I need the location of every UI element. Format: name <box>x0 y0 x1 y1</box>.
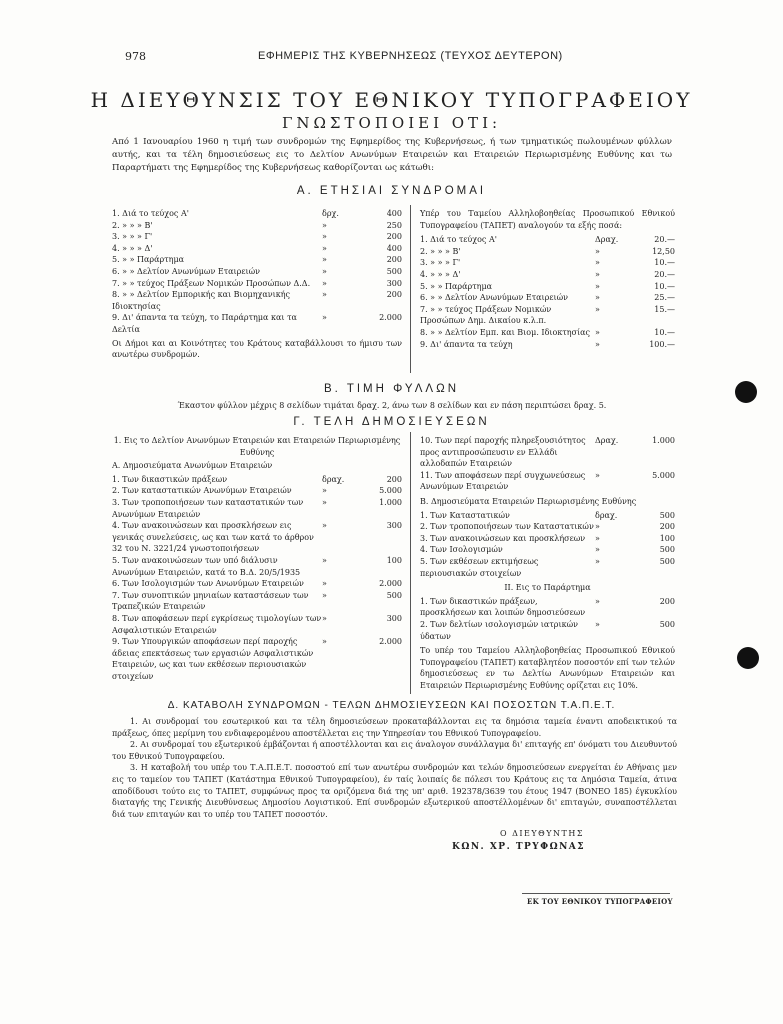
fee-label: 7. » » τεύχος Πράξεων Νομικών Προσώπων Δ.Δ. <box>112 278 311 288</box>
fee-value: 300 <box>386 521 402 531</box>
fee-value: 20.— <box>654 269 675 279</box>
fee-currency: » <box>595 269 600 279</box>
fee-label: 9. Των Υπουργικών αποφάσεων περί παροχής άδειας επεκτάσεως των εργασιών Ασφαλιστικών Εταιρειών, ως και των εκθέσεων περιουσιακών στοιχείων <box>112 637 314 681</box>
fee-row <box>112 474 402 486</box>
fee-currency: » <box>595 533 600 543</box>
fee-currency: » <box>322 220 327 230</box>
section-a-note: Οι Δήμοι και αι Κοινότητες του Κράτους καταβάλλουσι το ήμισυ των ανωτέρω συνδρομών. <box>112 338 402 360</box>
fee-currency: » <box>595 281 600 291</box>
fee-label: 8. » » Δελτίον Εμπορικής και Βιομηχανικής Ιδιοκτησίας <box>112 290 291 311</box>
running-title: ΕΦΗΜΕΡΙΣ ΤΗΣ ΚΥΒΕΡΝΗΣΕΩΣ (ΤΕΥΧΟΣ ΔΕΥΤΕΡΟΝ) <box>258 50 563 62</box>
fee-value: 25.— <box>654 293 675 303</box>
fee-row <box>112 312 402 335</box>
fee-label: 3. Των ανακοινώσεων και προσκλήσεων <box>420 533 586 543</box>
section-a-heading: Α. ΕΤΗΣΙΑΙ ΣΥΝΔΡΟΜΑΙ <box>296 185 487 197</box>
fee-value: 20.— <box>654 235 675 245</box>
fee-label: 6. Των Ισολογισμών των Ανωνύμων Εταιρειών <box>112 579 304 589</box>
fee-label: 3. » » » Γ' <box>420 258 461 268</box>
fee-label: 1. Διά το τεύχος Α' <box>112 209 189 218</box>
fee-label: 5. Των ανακοινώσεων των υπό διάλυσιν Ανωνύμων Εταιρειών, κατά το Β.Δ. 20/5/1935 <box>112 555 301 577</box>
fee-value: 12,50 <box>652 246 675 256</box>
fee-row <box>112 520 402 555</box>
fee-label: 1. Διά το τεύχος Α' <box>420 235 497 245</box>
fee-value: 400 <box>386 209 402 218</box>
fee-row <box>112 578 402 590</box>
fee-currency: » <box>322 290 327 300</box>
fee-currency: δραχ. <box>322 474 345 484</box>
page-number: 978 <box>125 50 146 63</box>
fee-row <box>420 304 675 327</box>
section-c-left-subheading: Α. Δημοσιεύματα Ανωνύμων Εταιρειών <box>112 461 273 471</box>
fee-row <box>420 257 675 269</box>
intro-paragraph: Από 1 Ιανουαρίου 1960 η τιμή των συνδρομών της Εφημερίδος της Κυβερνήσεως, ή των τμηματικώς πωλουμένων φύλλων αυτής, και τα τέλη δημοσιεύσεως εις το Δελτίον Ανωνύμων Εταιρειών και Εταιρειών Περιωρισμένης Ευθύνης και τω Παραρτήματι της Εφημερίδος της Κυβερνήσεως καθορίζονται ως κάτωθι: <box>112 137 672 173</box>
fee-value: 200 <box>659 522 675 532</box>
fee-value: 500 <box>386 266 402 276</box>
fee-row <box>112 613 402 636</box>
fee-currency: » <box>322 555 327 565</box>
fee-label: 6. » » Δελτίον Ανωνύμων Εταιρειών <box>112 266 261 276</box>
fee-row <box>420 544 675 556</box>
fee-value: 2.000 <box>379 637 402 647</box>
fee-row <box>112 208 402 220</box>
fee-currency: » <box>322 613 327 623</box>
fee-label: 2. Των καταστατικών Ανωνύμων Εταιρειών <box>112 486 292 496</box>
fee-value: 200 <box>659 596 675 606</box>
fee-value: 2.000 <box>379 579 402 589</box>
section-c-left <box>112 435 402 682</box>
fee-row <box>420 246 675 258</box>
fee-label: 9. Δι' άπαντα τα τεύχη, το Παράρτημα και τα Δελτία <box>112 313 297 334</box>
fee-row <box>420 596 675 619</box>
fee-value: 1.000 <box>652 436 675 445</box>
fee-currency: Δραχ. <box>595 436 619 445</box>
fee-label: 4. Των ανακοινώσεων και προσκλήσεων εις γενικάς συνελεύσεις, ως και των κατά το άρθρον 32 του Ν. 3221/24 γνωστοποιήσεων <box>112 521 314 554</box>
fee-currency: » <box>595 327 600 337</box>
fee-value: 100 <box>386 555 402 565</box>
fee-value: 200 <box>386 474 402 484</box>
binding-hole-mark <box>737 647 759 669</box>
fee-label: 8. Των αποφάσεων περί εγκρίσεως τιμολογίων των Ασφαλιστικών Εταιρειών <box>112 613 322 635</box>
fee-currency: » <box>595 596 600 606</box>
section-d-heading: Δ. ΚΑΤΑΒΟΛΗ ΣΥΝΔΡΟΜΩΝ - ΤΕΛΩΝ ΔΗΜΟΣΙΕΥΣΕΩΝ ΚΑΙ ΠΟΣΟΣΤΩΝ Τ.Α.Π.Ε.Τ. <box>167 700 616 711</box>
section-c-heading: Γ. ΤΕΛΗ ΔΗΜΟΣΙΕΥΣΕΩΝ <box>293 416 490 428</box>
fee-currency: » <box>322 243 327 253</box>
fee-value: 15.— <box>654 304 675 314</box>
fee-value: 400 <box>386 243 402 253</box>
fee-label: 5. Των εκθέσεων εκτιμήσεως περιουσιακών στοιχείων <box>420 556 539 578</box>
fee-value: 10.— <box>654 281 675 291</box>
fee-value: 200 <box>386 232 402 242</box>
fee-label: 7. Των συνοπτικών μηνιαίων καταστάσεων των Τραπεζικών Εταιρειών <box>112 590 309 612</box>
fee-row <box>420 521 675 533</box>
section-a-left <box>112 208 402 361</box>
fee-row <box>112 254 402 266</box>
fee-row <box>112 243 402 255</box>
footer-rule <box>522 893 670 894</box>
fee-row <box>420 435 675 470</box>
fee-label: 7. » » τεύχος Πράξεων Νομικών Προσώπων Δημ. Δικαίου κ.λ.π. <box>420 304 552 326</box>
fee-row <box>420 510 675 522</box>
fee-label: 4. Των Ισολογισμών <box>420 545 503 555</box>
fee-label: 9. Δι' άπαντα τα τεύχη <box>420 339 513 349</box>
fee-currency: » <box>322 521 327 531</box>
fee-currency: » <box>595 339 600 349</box>
section-c-right <box>420 435 675 691</box>
fee-row <box>112 289 402 312</box>
tapet-intro: Υπέρ του Ταμείου Αλληλοβοηθείας Προσωπικού Εθνικού Τυπογραφείου (ΤΑΠΕΤ) αναλογούν τα εξής ποσά: <box>420 209 675 230</box>
page-title: Η ΔΙΕΥΘΥΝΣΙΣ ΤΟΥ ΕΘΝΙΚΟΥ ΤΥΠΟΓΡΑΦΕΙΟΥ <box>90 88 693 112</box>
signature-role: Ο ΔΙΕΥΘΥΝΤΗΣ <box>500 829 584 838</box>
fee-row <box>112 590 402 613</box>
fee-currency: » <box>595 246 600 256</box>
fee-currency: » <box>322 232 327 242</box>
fee-value: 250 <box>386 220 402 230</box>
fee-value: 100 <box>659 533 675 543</box>
fee-value: 300 <box>386 278 402 288</box>
fee-value: 500 <box>386 590 402 600</box>
section-c-left-title: 1. Εις το Δελτίον Ανωνύμων Εταιρειών και Εταιρειών Περιωρισμένης Ευθύνης <box>113 436 401 457</box>
fee-value: 500 <box>659 619 675 629</box>
fee-label: 4. » » » Δ' <box>420 269 461 279</box>
fee-value: 500 <box>659 510 675 520</box>
fee-label: 5. » » Παράρτημα <box>420 281 493 291</box>
fee-value: 1.000 <box>379 497 402 507</box>
fee-value: 200 <box>386 290 402 300</box>
fee-row <box>420 327 675 339</box>
section-b-text: Έκαστον φύλλον μέχρις 8 σελίδων τιμάται δραχ. 2, άνω των 8 σελίδων και εν πάση περιπτώσει δραχ. 5. <box>177 401 607 410</box>
fee-currency: » <box>595 293 600 303</box>
fee-row <box>112 485 402 497</box>
fee-value: 100.— <box>649 339 675 349</box>
fee-currency: » <box>595 258 600 268</box>
fee-row <box>112 555 402 578</box>
fee-row <box>112 497 402 520</box>
fee-currency: » <box>322 278 327 288</box>
fee-currency: δραχ. <box>595 510 618 520</box>
fee-currency: » <box>322 266 327 276</box>
fee-label: 2. Των δελτίων ισολογισμών ιατρικών ύδατων <box>420 619 578 641</box>
section-c-right-subheading-2: ΙΙ. Εις το Παράρτημα <box>504 583 591 593</box>
fee-currency: » <box>322 486 327 496</box>
fee-value: 5.000 <box>379 486 402 496</box>
fee-currency: » <box>322 579 327 589</box>
fee-label: 3. Των τροποποιήσεων των καταστατικών των Ανωνύμων Εταιρειών <box>112 497 304 519</box>
fee-row <box>420 556 675 579</box>
binding-hole-mark <box>735 381 757 403</box>
fee-value: 500 <box>659 556 675 566</box>
fee-currency: » <box>595 619 600 629</box>
section-d-body <box>112 716 677 820</box>
fee-row <box>420 339 675 351</box>
fee-label: 8. » » Δελτίον Εμπ. και Βιομ. Ιδιοκτησίας <box>420 327 591 337</box>
fee-currency: » <box>322 497 327 507</box>
fee-label: 3. » » » Γ' <box>112 232 153 242</box>
fee-row <box>112 231 402 243</box>
fee-row <box>420 533 675 545</box>
fee-label: 2. » » » Β' <box>112 220 153 230</box>
fee-value: 5.000 <box>652 470 675 480</box>
signature-name: ΚΩΝ. ΧΡ. ΤΡΥΦΩΝΑΣ <box>452 842 586 852</box>
fee-row <box>420 281 675 293</box>
section-b-heading: Β. ΤΙΜΗ ΦΥΛΛΩΝ <box>323 383 460 395</box>
fee-value: 2.000 <box>379 313 402 323</box>
fee-label: 4. » » » Δ' <box>112 243 153 253</box>
section-a-right <box>420 208 675 350</box>
fee-currency: » <box>595 304 600 314</box>
fee-row <box>112 220 402 232</box>
fee-label: 1. Των δικαστικών πράξεων <box>112 474 228 484</box>
fee-currency: » <box>322 590 327 600</box>
fee-currency: » <box>322 637 327 647</box>
fee-row <box>112 266 402 278</box>
fee-currency: Δραχ. <box>595 235 619 245</box>
fee-currency: » <box>595 522 600 532</box>
fee-label: 5. » » Παράρτημα <box>112 255 185 265</box>
column-divider <box>410 432 411 694</box>
section-d-paragraph-1: 1. Αι συνδρομαί του εσωτερικού και τα τέλη δημοσιεύσεων προκαταβάλλονται εις τα δημόσια ταμεία έναντι αποδεικτικού τα πράξεως, όπες μερίμνη του ενδιαφερομένου αποστέλλεται εις την Υπηρεσίαν του Εθνικού Τυπογραφείου. <box>112 717 677 738</box>
fee-label: 1. Των δικαστικών πράξεων, προσκλήσεων και λοιπών δημοσιεύσεων <box>420 596 586 618</box>
section-d-paragraph-2: 2. Αι συνδρομαί του εξωτερικού έμβάζονται ή αποστέλλονται και εις άναλογον συνάλλαγμα δι' επιταγής επ' όνόματι του Διευθυντού του Εθνικού Τυπογραφείου. <box>112 740 677 761</box>
section-c-note: Το υπέρ του Ταμείου Αλληλοβοηθείας Προσωπικού Εθνικού Τυπογραφείου (ΤΑΠΕΤ) καταβλητέον ποσοστόν επί των τελών δημοσιεύσεως εν τω Δελτίω Ανωνύμων Εταιρειών και Εταιρειών Περιωρισμένης Ευθύνης ορίζεται εις 10%. <box>420 646 675 690</box>
fee-value: 200 <box>386 255 402 265</box>
section-d-paragraph-3: 3. Η καταβολή του υπέρ του Τ.Α.Π.Ε.Τ. ποσοστού επί των ανωτέρω συνδρομών και τελών δημοσιεύσεων ενεργείται έν Αθήναις μεν εις το ταμείον του ΤΑΠΕΤ (Κατάστημα Εθνικού Τυπογραφείου), έν ταίς λοιπαίς δε πόλεσι του Κράτους εις τα Δημόσια Ταμεία, άτινα αποδίδουσι τούτο εις το ΤΑΠΕΤ, συμφώνως προς τα οριζόμενα διά της υπ' αριθ. 192378/3639 του έτους 1947 (ΒΟΝΕΟ 185) έγκυκλίου διαταγής της Γενικής Διευθύνσεως Δημοσίου Λογιστικού. Επί συνδρομών εξωτερικού αποστέλλομένων δι' επιταγών, συναποστέλλεται διά των επιταγών και το υπέρ του ΤΑΠΕΤ ποσοστόν. <box>112 763 677 819</box>
fee-value: 300 <box>386 613 402 623</box>
fee-row <box>420 269 675 281</box>
fee-value: 10.— <box>654 258 675 268</box>
fee-row <box>420 292 675 304</box>
section-c-right-subheading: Β. Δημοσιεύματα Εταιρειών Περιωρισμένης Ευθύνης <box>420 496 637 506</box>
fee-currency: » <box>595 556 600 566</box>
page-subtitle: ΓΝΩΣΤΟΠΟΙΕΙ ΟΤΙ: <box>281 114 502 132</box>
fee-value: 500 <box>659 545 675 555</box>
fee-label: 2. » » » Β' <box>420 246 461 256</box>
fee-currency: δρχ. <box>322 209 339 218</box>
fee-label: 1. Των Καταστατικών <box>420 510 510 520</box>
fee-value: 10.— <box>654 327 675 337</box>
footer-imprint: ΕΚ ΤΟΥ ΕΘΝΙΚΟΥ ΤΥΠΟΓΡΑΦΕΙΟΥ <box>527 897 673 906</box>
fee-currency: » <box>322 255 327 265</box>
fee-label: 6. » » Δελτίον Ανωνύμων Εταιρειών <box>420 293 569 303</box>
fee-row <box>112 636 402 682</box>
fee-currency: » <box>595 545 600 555</box>
fee-row <box>420 470 675 493</box>
fee-row <box>420 619 675 642</box>
fee-row <box>112 278 402 290</box>
fee-label: 10. Των περί παροχής πληρεξουσιότητος προς αντιπροσώπευσιν εν Ελλάδι αλλοδαπών Εταιρειών <box>420 436 586 469</box>
fee-currency: » <box>595 470 600 480</box>
fee-label: 2. Των τροποποιήσεων των Καταστατικών <box>420 522 594 532</box>
fee-row <box>420 234 675 246</box>
fee-currency: » <box>322 313 327 323</box>
column-divider <box>410 205 411 373</box>
fee-label: 11. Των αποφάσεων περί συγχωνεύσεως Ανωνύμων Εταιρειών <box>420 470 586 492</box>
